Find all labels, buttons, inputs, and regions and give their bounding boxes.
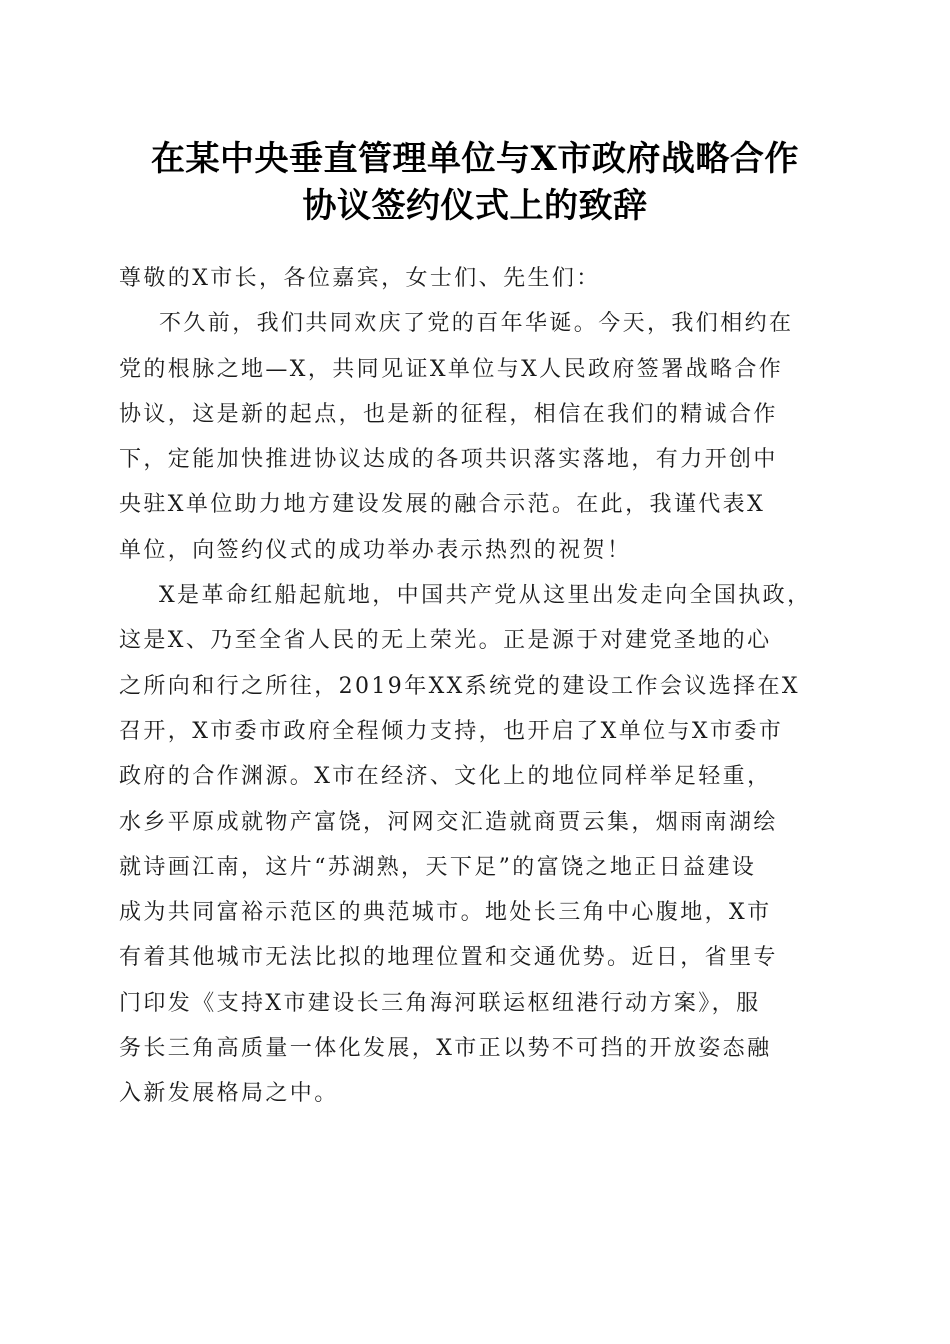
title-line: 在某中央垂直管理单位与X市政府战略合作: [151, 139, 799, 179]
paragraph-line: 水乡平原成就物产富饶，河网交汇造就商贾云集，烟雨南湖绘: [119, 809, 778, 835]
paragraph-line: 成为共同富裕示范区的典范城市。地处长三角中心腹地，X市: [119, 900, 772, 926]
paragraph-line: 门印发《支持X市建设长三角海河联运枢纽港行动方案》，服: [119, 990, 761, 1016]
paragraph-line: 有着其他城市无法比拟的地理位置和交通优势。近日，省里专: [119, 945, 778, 971]
paragraph-line: 不久前，我们共同欢庆了党的百年华诞。今天，我们相约在: [159, 311, 794, 337]
document-body: [119, 256, 839, 1117]
document-title: [100, 136, 850, 230]
paragraph-line: 政府的合作渊源。X市在经济、文化上的地位同样举足轻重，: [119, 764, 772, 790]
paragraph-line: 召开，X市委市政府全程倾力支持，也开启了X单位与X市委市: [119, 718, 784, 744]
paragraph-line: 这是X、乃至全省人民的无上荣光。正是源于对建党圣地的心: [119, 628, 772, 654]
paragraph-line: 单位，向签约仪式的成功举办表示热烈的祝贺！: [119, 537, 632, 563]
paragraph-line: 下，定能加快推进协议达成的各项共识落实落地，有力开创中: [119, 447, 778, 473]
paragraph-line: 央驻X单位助力地方建设发展的融合示范。在此，我谨代表X: [119, 492, 766, 518]
paragraph-line: 党的根脉之地—X，共同见证X单位与X人民政府签署战略合作: [119, 356, 784, 382]
paragraph-2: [119, 573, 839, 1117]
title-line: 协议签约仪式上的致辞: [302, 186, 648, 226]
paragraph-line: 入新发展格局之中。: [119, 1081, 339, 1107]
paragraph-line: 务长三角高质量一体化发展，X市正以势不可挡的开放姿态融: [119, 1036, 772, 1062]
salutation: 尊敬的X市长，各位嘉宾，女士们、先生们：: [119, 266, 601, 291]
paragraph-1: [119, 301, 839, 573]
paragraph-line: X是革命红船起航地，中国共产党从这里出发走向全国执政，: [159, 583, 812, 609]
paragraph-line: 之所向和行之所往，2019年XX系统党的建设工作会议选择在X: [119, 673, 800, 699]
paragraph-line: 就诗画江南，这片“苏湖熟，天下足”的富饶之地正日益建设: [119, 854, 757, 880]
paragraph-line: 协议，这是新的起点，也是新的征程，相信在我们的精诚合作: [119, 401, 778, 427]
